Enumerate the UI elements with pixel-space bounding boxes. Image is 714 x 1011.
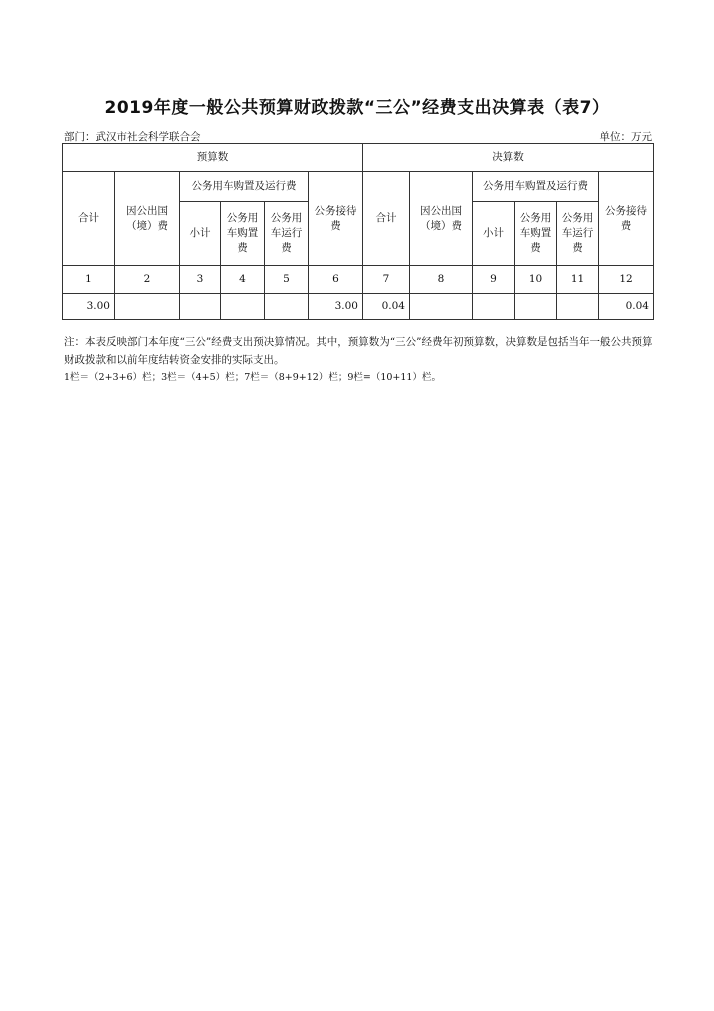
column-number: 2 (115, 266, 180, 294)
budget-abroad-header: 因公出国（境）费 (115, 172, 180, 266)
value-cell: 0.04 (599, 294, 654, 320)
column-number: 8 (410, 266, 473, 294)
final-vehicle-purchase-header: 公务用车购置费 (515, 202, 557, 266)
value-cell: 3.00 (63, 294, 115, 320)
column-number: 11 (557, 266, 599, 294)
budget-header: 预算数 (63, 144, 363, 172)
final-subtotal-header: 小计 (473, 202, 515, 266)
budget-vehicle-group-header: 公务用车购置及运行费 (180, 172, 309, 202)
expenditure-table (62, 143, 654, 320)
value-cell (557, 294, 599, 320)
note-formula: 1栏＝（2+3+6）栏；3栏＝（4+5）栏；7栏＝（8+9+12）栏；9栏=（10+11）栏。 (64, 372, 441, 383)
value-cell: 3.00 (309, 294, 363, 320)
column-number: 7 (363, 266, 410, 294)
value-cell (115, 294, 180, 320)
value-cell (221, 294, 265, 320)
budget-vehicle-running-header: 公务用车运行费 (265, 202, 309, 266)
final-vehicle-running-header: 公务用车运行费 (557, 202, 599, 266)
column-number: 3 (180, 266, 221, 294)
final-vehicle-group-header: 公务用车购置及运行费 (473, 172, 599, 202)
column-number-row (63, 266, 654, 294)
budget-subtotal-header: 小计 (180, 202, 221, 266)
value-cell (515, 294, 557, 320)
value-cell (265, 294, 309, 320)
page-title: 2019年度一般公共预算财政拨款“三公”经费支出决算表（表7） (104, 98, 610, 118)
column-number: 1 (63, 266, 115, 294)
table-row (63, 294, 654, 320)
notes (64, 333, 654, 386)
note-text: 注：本表反映部门本年度“三公”经费支出预决算情况。其中，预算数为“三公”经费年初预算数，决算数是包括当年一般公共预算财政拨款和以前年度结转资金安排的实际支出。 (64, 336, 653, 366)
final-header: 决算数 (363, 144, 654, 172)
table-column-header-row (63, 172, 654, 202)
budget-reception-header: 公务接待费 (309, 172, 363, 266)
column-number: 4 (221, 266, 265, 294)
column-number: 9 (473, 266, 515, 294)
value-cell (473, 294, 515, 320)
column-number: 6 (309, 266, 363, 294)
unit-label: 单位：万元 (599, 131, 652, 143)
final-reception-header: 公务接待费 (599, 172, 654, 266)
final-abroad-header: 因公出国（境）费 (410, 172, 473, 266)
department-label: 部门：武汉市社会科学联合会 (64, 131, 201, 143)
budget-total-header: 合计 (63, 172, 115, 266)
table-group-header-row (63, 144, 654, 172)
value-cell (180, 294, 221, 320)
value-cell: 0.04 (363, 294, 410, 320)
column-number: 12 (599, 266, 654, 294)
column-number: 10 (515, 266, 557, 294)
final-total-header: 合计 (363, 172, 410, 266)
value-cell (410, 294, 473, 320)
column-number: 5 (265, 266, 309, 294)
budget-vehicle-purchase-header: 公务用车购置费 (221, 202, 265, 266)
